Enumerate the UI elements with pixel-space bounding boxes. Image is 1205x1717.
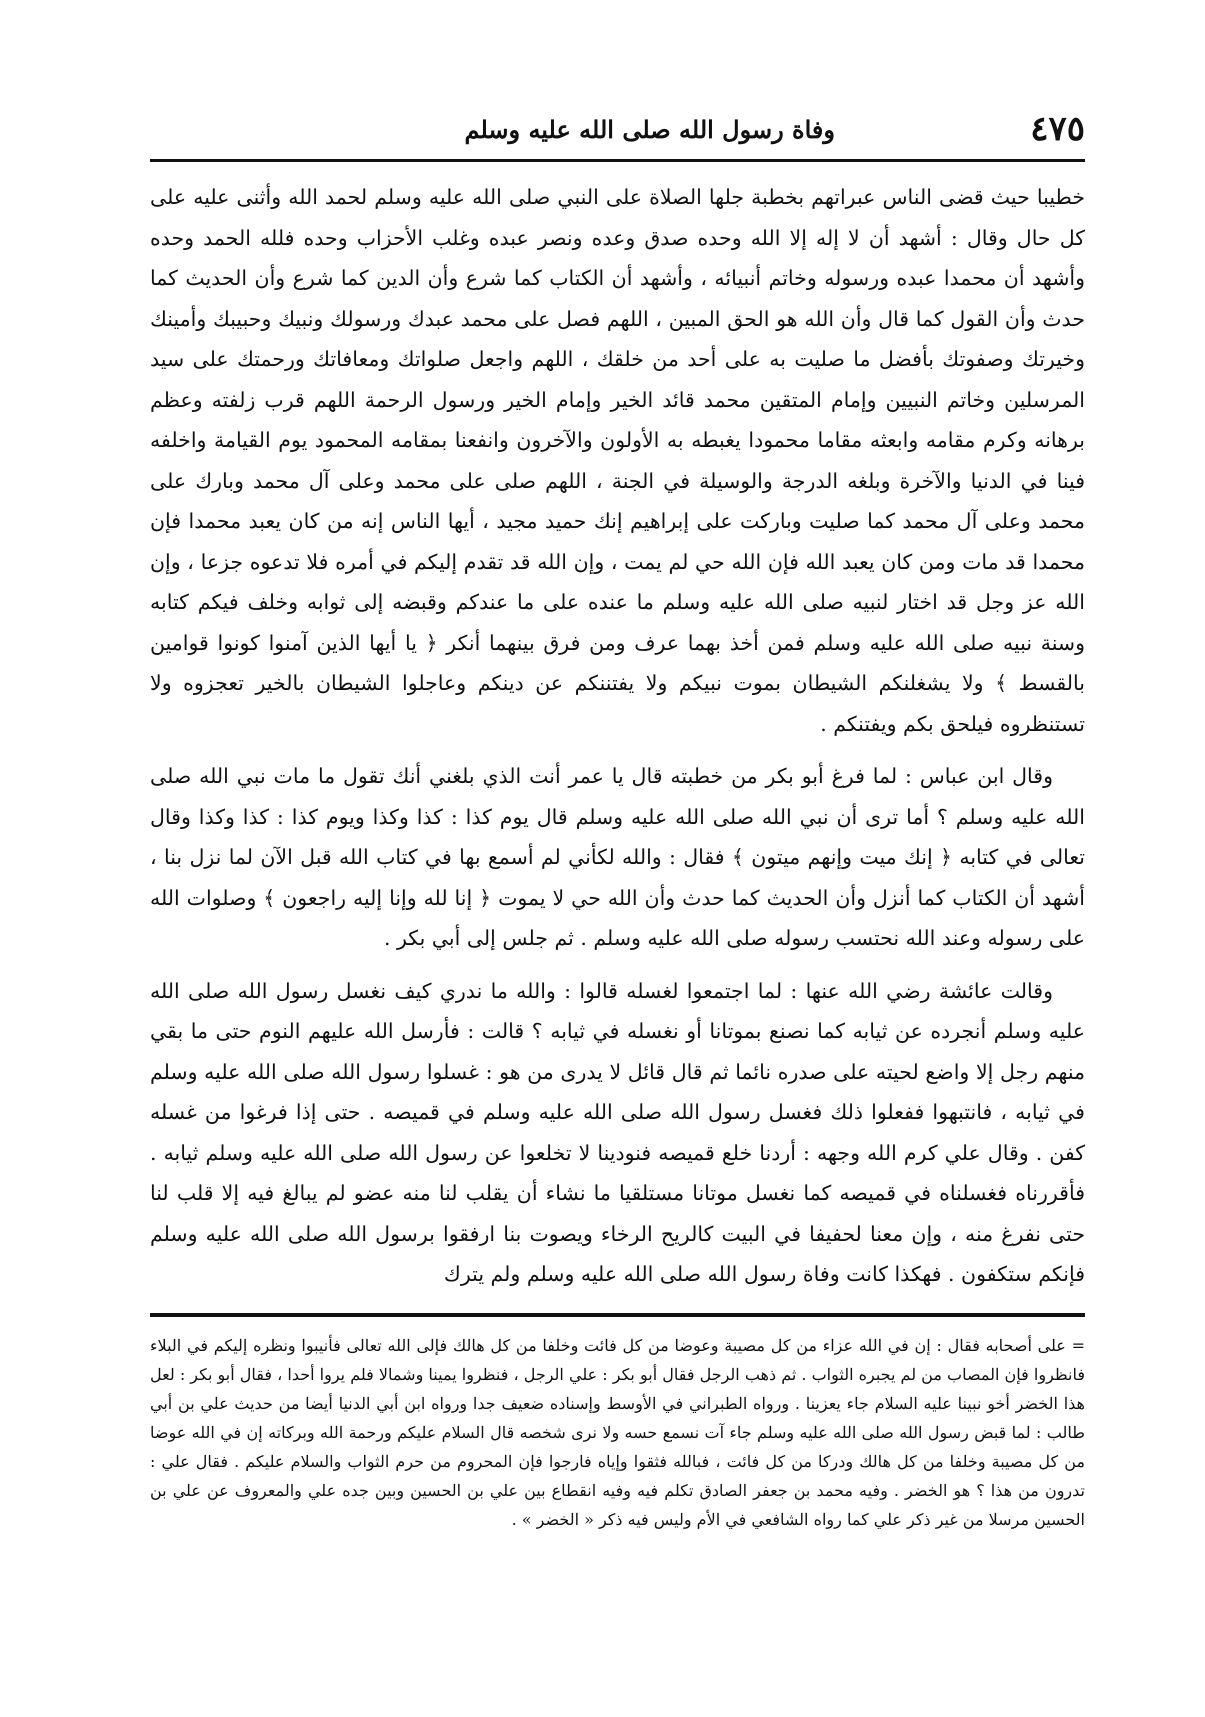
running-title: وفاة رسول الله صلى الله عليه وسلم: [464, 115, 835, 144]
body-paragraph-2: وقال ابن عباس : لما فرغ أبو بكر من خطبته قال يا عمر أنت الذي بلغني أنك تقول ما مات نبي الله صلى الله عليه وسلم ؟ أما ترى أن نبي الله صلى الله عليه وسلم قال يوم كذا : كذا وكذا ويوم كذا : كذا وكذا وقال تعالى في كتابه ﴿ إنك ميت وإنهم ميتون ﴾ فقال : والله لكأني لم أسمع بها في كتاب الله قبل الآن لما نزل بنا ، أشهد أن الكتاب كما أنزل وأن الحديث كما حدث وأن الله حي لا يموت ﴿ إنا لله وإنا إليه راجعون ﴾ وصلوات الله على رسوله وعند الله نحتسب رسوله صلى الله عليه وسلم . ثم جلس إلى أبي بكر .: [150, 764, 1085, 950]
footnotes: [150, 1331, 1085, 1534]
header-rule: [150, 159, 1085, 162]
footnote-paragraph: = على أصحابه فقال : إن في الله عزاء من كل مصيبة وعوضا من كل فائت وخلفا من كل هالك فإلى الله تعالى فأنيبوا ونظره إليكم في البلاء فانظروا فإن المصاب من لم يجبره الثواب . ثم ذهب الرجل فقال أبو بكر : علي الرجل ، فنظروا يمينا وشمالا فلم يروا أحدا ، فقال أبو بكر : لعل هذا الخضر أخو نبينا عليه السلام جاء يعزينا . ورواه الطبراني في الأوسط وإسناده ضعيف جدا ورواه ابن أبي الدنيا أيضا من حديث علي بن أبي طالب : لما قبض رسول الله صلى الله عليه وسلم جاء آت نسمع حسه ولا نرى شخصه قال السلام عليكم ورحمة الله وبركاته إن في الله عوضا من كل مصيبة وخلفا من كل هالك ودركا من كل فائت ، فبالله فثقوا وإياه فارجوا فإن المحروم من حرم الثواب والسلام عليكم . فقال علي : تدرون من هذا ؟ هو الخضر . وفيه محمد بن جعفر الصادق تكلم فيه وفيه انقطاع بين علي بن الحسين وبين جده علي والمعروف عن علي بن الحسين مرسلا من غير ذكر علي كما رواه الشافعي في الأم وليس فيه ذكر « الخضر » .: [150, 1335, 1086, 1529]
page-number: ٤٧٥: [1030, 109, 1085, 149]
book-page: [150, 105, 1085, 1665]
body-paragraph-1: خطيبا حيث قضى الناس عبراتهم بخطبة جلها الصلاة على النبي صلى الله عليه وسلم لحمد الله وأثنى عليه على كل حال وقال : أشهد أن لا إله إلا الله وحده صدق وعده ونصر عبده وغلب الأحزاب وحده فلله الحمد وحده وأشهد أن محمدا عبده ورسوله وخاتم أنبيائه ، وأشهد أن الكتاب كما شرع وأن الدين كما شرع وأن الحديث كما حدث وأن القول كما قال وأن الله هو الحق المبين ، اللهم فصل على محمد عبدك ورسولك ونبيك وحبيبك وأمينك وخيرتك وصفوتك بأفضل ما صليت به على أحد من خلقك ، اللهم واجعل صلواتك ومعافاتك ورحمتك على سيد المرسلين وخاتم النبيين وإمام المتقين محمد قائد الخير وإمام الخير ورسول الرحمة اللهم قرب زلفته وعظم برهانه وكرم مقامه وابعثه مقاما محمودا يغبطه به الأولون والآخرون وانفعنا بمقامه المحمود يوم القيامة واخلفه فينا في الدنيا والآخرة وبلغه الدرجة والوسيلة في الجنة ، اللهم صلى على محمد وعلى آل محمد وبارك على محمد وعلى آل محمد كما صليت وباركت على إبراهيم إنك حميد مجيد ، أيها الناس إنه من كان يعبد محمدا فإن محمدا قد مات ومن كان يعبد الله فإن الله حي لم يمت ، وإن الله قد تقدم إليكم في أمره فلا تدعوه جزعا ، وإن الله عز وجل قد اختار لنبيه صلى الله عليه وسلم ما عنده على ما عندكم وقبضه إلى ثوابه وخلف فيكم كتابه وسنة نبيه صلى الله عليه وسلم فمن أخذ بهما عرف ومن فرق بينهما أنكر ﴿ يا أيها الذين آمنوا كونوا قوامين بالقسط ﴾ ولا يشغلنكم الشيطان بموت نبيكم ولا يفتننكم عن دينكم وعاجلوا الشيطان بالخير تعجزوه ولا تستنظروه فيلحق بكم ويفتنكم .: [150, 185, 1085, 736]
page-header: [150, 105, 1085, 167]
main-text: [150, 177, 1085, 1295]
body-paragraph-3: وقالت عائشة رضي الله عنها : لما اجتمعوا لغسله قالوا : والله ما ندري كيف نغسل رسول الله صلى الله عليه وسلم أنجرده عن ثيابه كما نصنع بموتانا أو نغسله في ثيابه ؟ قالت : فأرسل الله عليهم النوم حتى ما بقي منهم رجل إلا واضع لحيته على صدره نائما ثم قال قائل لا يدرى من هو : غسلوا رسول الله صلى الله عليه وسلم في ثيابه ، فانتبهوا ففعلوا ذلك فغسل رسول الله صلى الله عليه وسلم في قميصه . حتى إذا فرغوا من غسله كفن . وقال علي كرم الله وجهه : أردنا خلع قميصه فنودينا لا تخلعوا عن رسول الله صلى الله عليه وسلم ثيابه . فأقررناه فغسلناه في قميصه كما نغسل موتانا مستلقيا ما نشاء أن يقلب لنا منه عضو لم يبالغ فيه إلا قلب لنا حتى نفرغ منه ، وإن معنا لحفيفا في البيت كالريح الرخاء ويصوت بنا ارفقوا برسول الله صلى الله عليه وسلم فإنكم ستكفون . فهكذا كانت وفاة رسول الله صلى الله عليه وسلم ولم يترك: [150, 978, 1085, 1286]
footnote-rule: [150, 1313, 1085, 1317]
